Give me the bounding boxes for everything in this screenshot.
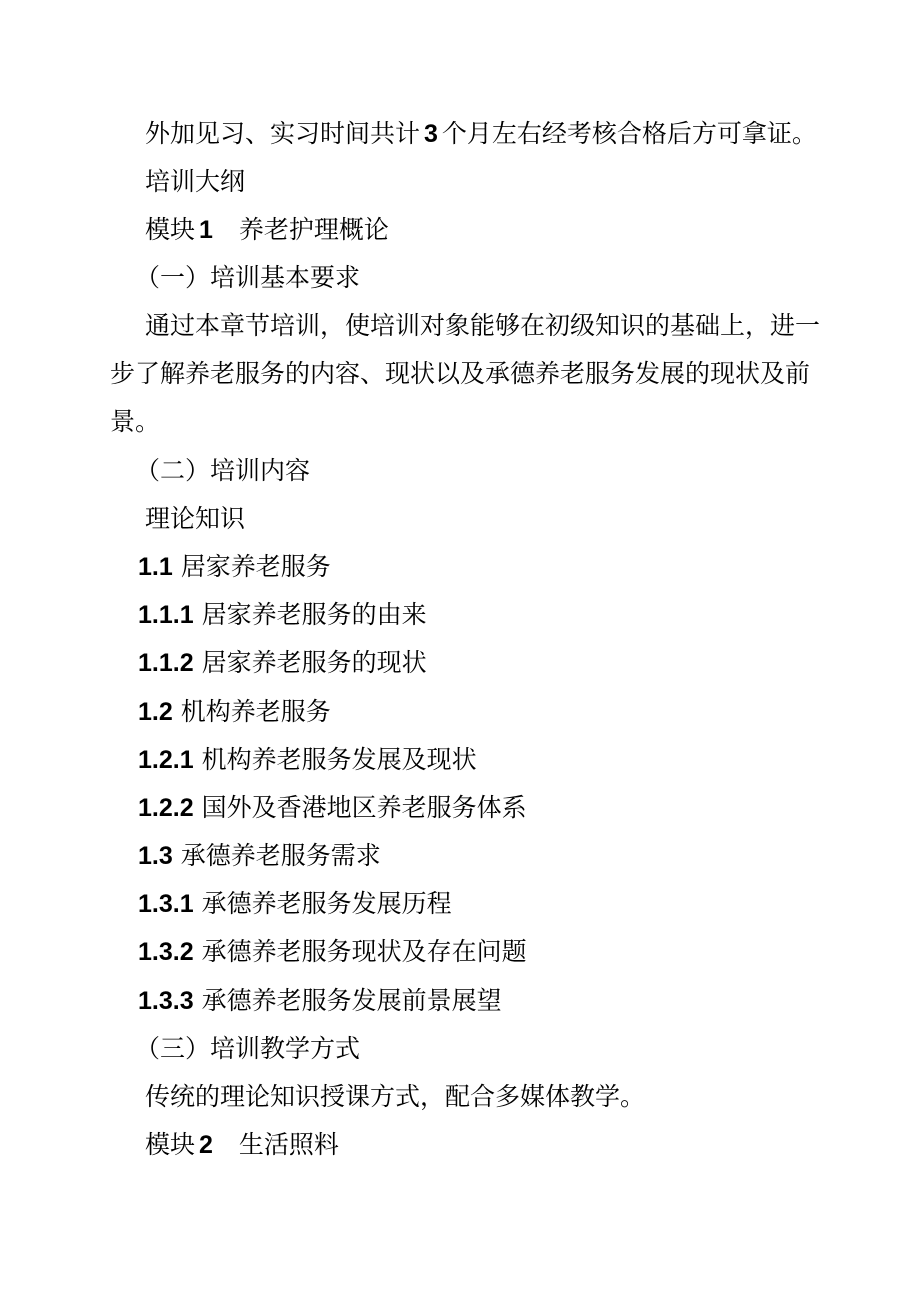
item-number: 1.3 bbox=[138, 842, 173, 870]
item-text: 机构养老服务发展及现状 bbox=[201, 745, 477, 774]
item-number: 1.2.1 bbox=[138, 746, 194, 774]
module-title: 养老护理概论 bbox=[238, 215, 389, 244]
paragraph-line: 步了解养老服务的内容、现状以及承德养老服务发展的现状及前 bbox=[110, 359, 811, 388]
item-text: 居家养老服务的现状 bbox=[201, 648, 427, 677]
module-number: 1 bbox=[199, 216, 213, 244]
method-text: 传统的理论知识授课方式，配合多媒体教学。 bbox=[145, 1082, 646, 1111]
item-number: 1.2.2 bbox=[138, 794, 194, 822]
list-item bbox=[138, 696, 331, 728]
section-training-content: （二）培训内容 bbox=[135, 456, 311, 485]
text-fragment: 个月左右经考核合格后方可拿证。 bbox=[441, 119, 817, 148]
outline-title: 培训大纲 bbox=[145, 167, 246, 196]
module-number: 2 bbox=[199, 1131, 213, 1159]
list-item bbox=[138, 840, 381, 872]
number: 3 bbox=[424, 120, 438, 148]
item-number: 1.1.2 bbox=[138, 649, 194, 677]
item-number: 1.1.1 bbox=[138, 601, 194, 629]
item-number: 1.3.2 bbox=[138, 938, 194, 966]
module-label: 模块 bbox=[145, 215, 196, 244]
item-text: 承德养老服务需求 bbox=[180, 841, 381, 870]
list-item bbox=[138, 888, 452, 920]
list-item bbox=[138, 744, 477, 776]
item-text: 承德养老服务发展历程 bbox=[201, 889, 452, 918]
item-text: 承德养老服务发展前景展望 bbox=[201, 986, 502, 1015]
item-text: 居家养老服务 bbox=[180, 552, 331, 581]
list-item bbox=[138, 599, 427, 631]
theory-heading: 理论知识 bbox=[145, 504, 246, 533]
list-item bbox=[138, 551, 331, 583]
item-number: 1.1 bbox=[138, 553, 173, 581]
item-text: 承德养老服务现状及存在问题 bbox=[201, 937, 527, 966]
paragraph-intro bbox=[145, 118, 817, 150]
section-basic-requirements: （一）培训基本要求 bbox=[135, 263, 361, 292]
module-1-heading bbox=[145, 214, 389, 246]
module-2-heading bbox=[145, 1129, 339, 1161]
item-number: 1.2 bbox=[138, 698, 173, 726]
item-text: 机构养老服务 bbox=[180, 697, 331, 726]
list-item bbox=[138, 647, 427, 679]
list-item bbox=[138, 792, 527, 824]
item-text: 居家养老服务的由来 bbox=[201, 600, 427, 629]
list-item bbox=[138, 936, 527, 968]
item-text: 国外及香港地区养老服务体系 bbox=[201, 793, 527, 822]
module-title: 生活照料 bbox=[238, 1130, 339, 1159]
list-item bbox=[138, 985, 502, 1017]
item-number: 1.3.3 bbox=[138, 987, 194, 1015]
text-fragment: 外加见习、实习时间共计 bbox=[145, 119, 421, 148]
module-label: 模块 bbox=[145, 1130, 196, 1159]
paragraph-line: 景。 bbox=[110, 407, 161, 436]
paragraph-line: 通过本章节培训，使培训对象能够在初级知识的基础上，进一 bbox=[145, 311, 821, 340]
item-number: 1.3.1 bbox=[138, 890, 194, 918]
section-teaching-method: （三）培训教学方式 bbox=[135, 1034, 361, 1063]
